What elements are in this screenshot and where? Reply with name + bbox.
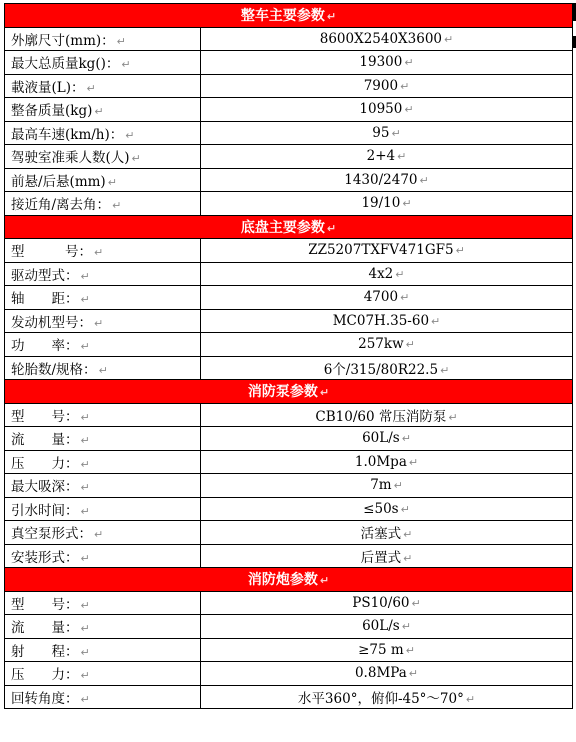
- param-label-cell: [5, 262, 201, 286]
- param-label-cell: [5, 286, 201, 310]
- table-row: [5, 615, 573, 639]
- paragraph-mark-icon: ↵: [404, 56, 414, 70]
- paragraph-mark-icon: ↵: [80, 622, 90, 636]
- table-row: [5, 286, 573, 310]
- paragraph-mark-icon: ↵: [319, 574, 330, 588]
- param-label-cell: [5, 521, 201, 545]
- param-value-cell: [201, 662, 573, 686]
- param-value-cell: [201, 98, 573, 122]
- table-row: [5, 403, 573, 427]
- param-value-cell: [201, 497, 573, 521]
- param-value: 1.0Mpa: [354, 453, 407, 470]
- param-label-cell: [5, 168, 201, 192]
- table-row: [5, 121, 573, 145]
- table-row: [5, 638, 573, 662]
- paragraph-mark-icon: ↵: [419, 173, 429, 187]
- paragraph-mark-icon: ↵: [440, 363, 450, 377]
- section-title: 消防泵参数: [247, 384, 318, 401]
- paragraph-mark-icon: ↵: [80, 410, 90, 424]
- param-value-cell: [201, 615, 573, 639]
- param-label-cell: [5, 591, 201, 615]
- table-row: [5, 192, 573, 216]
- paragraph-mark-icon: ↵: [86, 81, 96, 95]
- table-row: [5, 497, 573, 521]
- table-row: [5, 27, 573, 51]
- param-label-cell: [5, 615, 201, 639]
- param-label: 型 号：: [11, 244, 92, 261]
- param-label: 驾驶室准乘人数(人): [11, 150, 130, 167]
- table-row: [5, 685, 573, 709]
- param-value: 8600X2540X3600: [319, 30, 443, 47]
- param-label: 轮胎数/规格：: [11, 361, 97, 378]
- param-value-cell: [201, 474, 573, 498]
- param-value: 60L/s: [362, 618, 400, 635]
- section-title: 底盘主要参数: [240, 219, 325, 236]
- param-label: 引水时间：: [11, 502, 79, 519]
- table-row: [5, 544, 573, 568]
- spec-table-body: [5, 4, 573, 709]
- param-value: 10950: [359, 101, 403, 118]
- param-label-cell: [5, 356, 201, 380]
- param-label: 压 力：: [11, 667, 79, 684]
- param-value: 水平360°，俯仰-45°～70°: [297, 690, 464, 707]
- param-value: 19300: [359, 54, 403, 71]
- param-label: 发动机型号：: [11, 314, 92, 331]
- paragraph-mark-icon: ↵: [400, 291, 410, 305]
- table-row: [5, 521, 573, 545]
- param-label-cell: [5, 192, 201, 216]
- paragraph-mark-icon: ↵: [116, 34, 126, 48]
- param-value-cell: [201, 286, 573, 310]
- param-value-cell: [201, 403, 573, 427]
- paragraph-mark-icon: ↵: [98, 363, 108, 377]
- param-value-cell: [201, 544, 573, 568]
- section-header-row: [5, 380, 573, 404]
- param-label: 前悬/后悬(mm): [11, 173, 106, 190]
- paragraph-mark-icon: ↵: [107, 175, 117, 189]
- param-value-cell: [201, 521, 573, 545]
- param-label: 載液量(L)：: [11, 79, 85, 96]
- spec-table: [4, 3, 573, 709]
- paragraph-mark-icon: ↵: [112, 199, 122, 213]
- table-row: [5, 309, 573, 333]
- param-value: 7900: [363, 77, 399, 94]
- param-label-cell: [5, 74, 201, 98]
- paragraph-mark-icon: ↵: [94, 105, 104, 119]
- param-value-cell: [201, 309, 573, 333]
- param-value-cell: [201, 145, 573, 169]
- paragraph-mark-icon: ↵: [393, 479, 403, 493]
- param-value: MC07H.35-60: [332, 312, 430, 329]
- table-row: [5, 98, 573, 122]
- param-value: ≤50s: [363, 500, 399, 517]
- param-value-cell: [201, 450, 573, 474]
- param-value: ≥75 m: [358, 641, 404, 658]
- table-row: [5, 662, 573, 686]
- param-label: 接近角/离去角：: [11, 197, 111, 214]
- param-value: 257kw: [358, 336, 404, 353]
- paragraph-mark-icon: ↵: [405, 643, 415, 657]
- section-title-cell: [5, 380, 573, 404]
- paragraph-mark-icon: ↵: [94, 528, 104, 542]
- param-value: 19/10: [361, 195, 401, 212]
- param-value: 1430/2470: [344, 171, 418, 188]
- param-label: 驱动型式：: [11, 267, 79, 284]
- paragraph-mark-icon: ↵: [80, 481, 90, 495]
- paragraph-mark-icon: ↵: [401, 432, 411, 446]
- paragraph-mark-icon: ↵: [80, 504, 90, 518]
- paragraph-mark-icon: ↵: [448, 410, 458, 424]
- param-value-cell: [201, 685, 573, 709]
- paragraph-mark-icon: ↵: [402, 197, 412, 211]
- param-label: 安装形式：: [11, 549, 79, 566]
- paragraph-mark-icon: ↵: [403, 528, 413, 542]
- paragraph-mark-icon: ↵: [397, 150, 407, 164]
- param-value: PS10/60: [352, 594, 410, 611]
- param-label-cell: [5, 474, 201, 498]
- param-value-cell: [201, 121, 573, 145]
- paragraph-mark-icon: ↵: [326, 10, 337, 24]
- table-row: [5, 51, 573, 75]
- table-row: [5, 356, 573, 380]
- param-label-cell: [5, 309, 201, 333]
- param-label: 型 号：: [11, 408, 79, 425]
- section-header-row: [5, 4, 573, 28]
- param-label-cell: [5, 662, 201, 686]
- section-title-cell: [5, 215, 573, 239]
- param-label-cell: [5, 145, 201, 169]
- table-row: [5, 450, 573, 474]
- param-label: 流 量：: [11, 620, 79, 637]
- paragraph-mark-icon: ↵: [94, 316, 104, 330]
- param-label-cell: [5, 544, 201, 568]
- table-row: [5, 239, 573, 263]
- param-value: 4700: [363, 289, 399, 306]
- param-value: 后置式: [360, 549, 402, 566]
- section-header-row: [5, 568, 573, 592]
- paragraph-mark-icon: ↵: [408, 455, 419, 469]
- param-value-cell: [201, 591, 573, 615]
- paragraph-mark-icon: ↵: [80, 434, 90, 448]
- paragraph-mark-icon: ↵: [94, 246, 104, 260]
- param-label: 流 量：: [11, 432, 79, 449]
- param-label: 最大吸深：: [11, 479, 79, 496]
- table-row: [5, 591, 573, 615]
- paragraph-mark-icon: ↵: [444, 32, 454, 46]
- param-label-cell: [5, 403, 201, 427]
- param-label-cell: [5, 427, 201, 451]
- param-label-cell: [5, 638, 201, 662]
- table-row: [5, 262, 573, 286]
- param-label-cell: [5, 27, 201, 51]
- paragraph-mark-icon: ↵: [131, 152, 141, 166]
- param-value: 7m: [370, 477, 392, 494]
- param-label: 整备质量(kg): [11, 103, 93, 120]
- param-value: 4x2: [368, 265, 394, 282]
- paragraph-mark-icon: ↵: [80, 340, 90, 354]
- param-value-cell: [201, 427, 573, 451]
- paragraph-mark-icon: ↵: [408, 667, 419, 681]
- param-value: 60L/s: [362, 430, 400, 447]
- param-value-cell: [201, 168, 573, 192]
- paragraph-mark-icon: ↵: [400, 502, 410, 516]
- param-label: 最大总质量kg()：: [11, 56, 120, 73]
- paragraph-mark-icon: ↵: [80, 293, 90, 307]
- section-title: 整车主要参数: [240, 8, 325, 25]
- section-header-row: [5, 215, 573, 239]
- param-label-cell: [5, 121, 201, 145]
- table-row: [5, 168, 573, 192]
- param-label: 最高车速(km/h)：: [11, 126, 124, 143]
- section-title-cell: [5, 568, 573, 592]
- paragraph-mark-icon: ↵: [400, 79, 410, 93]
- param-label: 回转角度：: [11, 690, 79, 707]
- paragraph-mark-icon: ↵: [465, 692, 476, 706]
- param-value: CB10/60 常压消防泵: [315, 408, 447, 425]
- param-label: 型 号：: [11, 596, 79, 613]
- paragraph-mark-icon: ↵: [405, 338, 415, 352]
- section-title: 消防炮参数: [247, 572, 318, 589]
- param-value-cell: [201, 192, 573, 216]
- section-title-cell: [5, 4, 573, 28]
- param-label-cell: [5, 239, 201, 263]
- param-value-cell: [201, 638, 573, 662]
- paragraph-mark-icon: ↵: [411, 596, 421, 610]
- paragraph-mark-icon: ↵: [121, 58, 131, 72]
- paragraph-mark-icon: ↵: [431, 314, 441, 328]
- param-value: 2+4: [366, 148, 396, 165]
- param-value-cell: [201, 333, 573, 357]
- paragraph-mark-icon: ↵: [403, 551, 413, 565]
- paragraph-mark-icon: ↵: [80, 598, 90, 612]
- param-value: 0.8MPa: [354, 665, 407, 682]
- param-label: 外廓尺寸(mm)：: [11, 32, 115, 49]
- paragraph-mark-icon: ↵: [80, 457, 90, 471]
- paragraph-mark-icon: ↵: [404, 103, 414, 117]
- param-label-cell: [5, 450, 201, 474]
- paragraph-mark-icon: ↵: [401, 620, 411, 634]
- table-row: [5, 333, 573, 357]
- table-row: [5, 427, 573, 451]
- paragraph-mark-icon: ↵: [395, 267, 405, 281]
- param-value-cell: [201, 74, 573, 98]
- param-label: 压 力：: [11, 455, 79, 472]
- param-label-cell: [5, 51, 201, 75]
- paragraph-mark-icon: ↵: [455, 244, 465, 258]
- param-label-cell: [5, 98, 201, 122]
- param-label-cell: [5, 685, 201, 709]
- param-value-cell: [201, 239, 573, 263]
- table-row: [5, 474, 573, 498]
- paragraph-mark-icon: ↵: [80, 669, 90, 683]
- paragraph-mark-icon: ↵: [80, 551, 90, 565]
- table-row: [5, 145, 573, 169]
- paragraph-mark-icon: ↵: [80, 269, 90, 283]
- param-value: 95: [372, 124, 390, 141]
- param-value-cell: [201, 27, 573, 51]
- param-value: 6个/315/80R22.5: [323, 361, 439, 378]
- paragraph-mark-icon: ↵: [125, 128, 135, 142]
- paragraph-mark-icon: ↵: [80, 692, 90, 706]
- paragraph-mark-icon: ↵: [319, 386, 330, 400]
- param-value-cell: [201, 51, 573, 75]
- paragraph-mark-icon: ↵: [391, 126, 401, 140]
- param-label-cell: [5, 333, 201, 357]
- paragraph-mark-icon: ↵: [326, 221, 337, 235]
- param-value: 活塞式: [360, 526, 402, 543]
- param-value-cell: [201, 356, 573, 380]
- param-value-cell: [201, 262, 573, 286]
- param-label: 功 率：: [11, 338, 79, 355]
- param-label: 轴 距：: [11, 291, 79, 308]
- table-row: [5, 74, 573, 98]
- paragraph-mark-icon: ↵: [80, 645, 90, 659]
- param-label: 真空泵形式：: [11, 526, 92, 543]
- param-label-cell: [5, 497, 201, 521]
- param-value: ZZ5207TXFV471GF5: [308, 242, 454, 259]
- param-label: 射 程：: [11, 643, 79, 660]
